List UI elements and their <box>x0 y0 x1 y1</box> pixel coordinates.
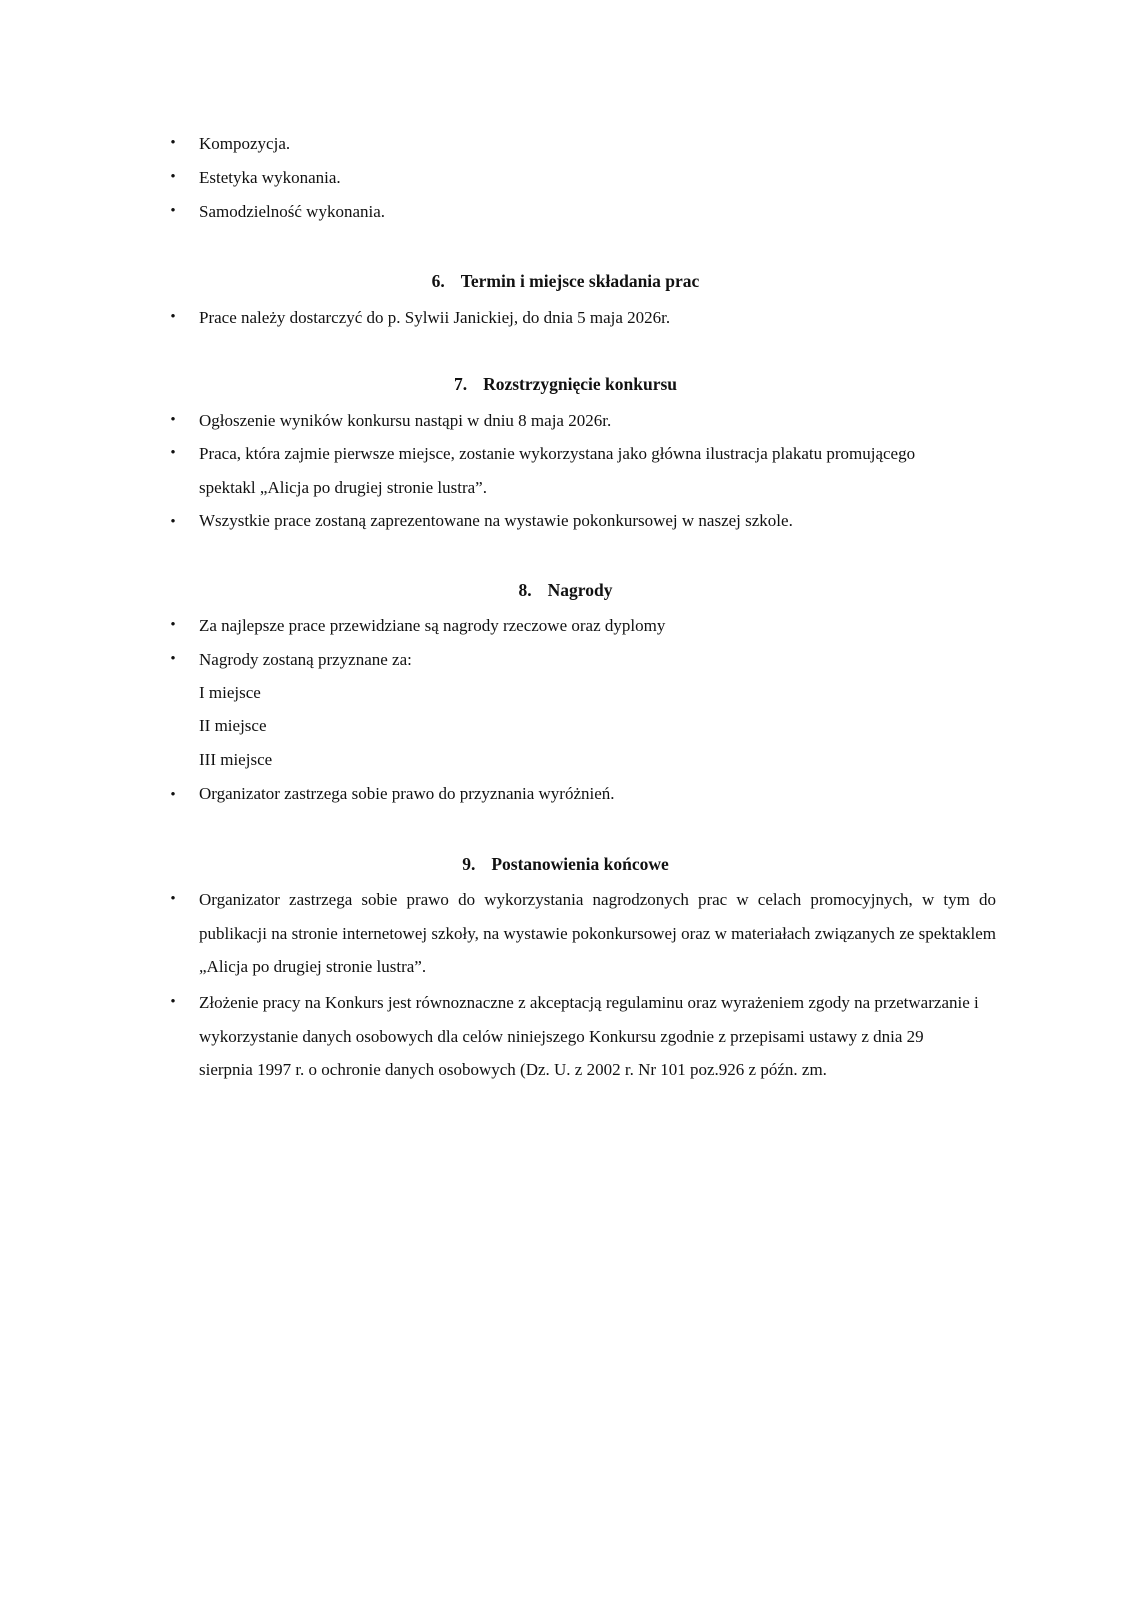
section-heading-7 <box>0 372 1131 396</box>
section-number: 7. <box>453 374 468 394</box>
section-number: 8. <box>518 580 532 600</box>
section-heading-8 <box>0 578 1131 602</box>
bullet-icon: • <box>170 135 176 151</box>
section-number: 9. <box>462 854 476 874</box>
prize-place: II miejsce <box>199 716 267 735</box>
criteria-item: Estetyka wykonania. <box>199 168 341 187</box>
bullet-icon: • <box>170 617 176 633</box>
section-title: Termin i miejsce składania prac <box>460 271 700 291</box>
bullet-icon: • <box>170 309 176 325</box>
list-item: Za najlepsze prace przewidziane są nagrody rzeczowe oraz dyplomy <box>199 616 666 635</box>
list-item: Wszystkie prace zostaną zaprezentowane na wystawie pokonkursowej w naszej szkole. <box>199 511 793 530</box>
list-item: Organizator zastrzega sobie prawo do przyznania wyróżnień. <box>199 784 615 803</box>
section-number: 6. <box>431 271 445 291</box>
bullet-icon: • <box>170 169 176 185</box>
list-item: Praca, która zajmie pierwsze miejsce, zostanie wykorzystana jako główna ilustracja plakatu promującego spektakl „Alicja po drugiej stronie lustra”. <box>199 444 916 497</box>
criteria-item: Samodzielność wykonania. <box>199 202 386 221</box>
section-heading-9 <box>0 852 1131 876</box>
bullet-icon: • <box>170 203 176 219</box>
bullet-icon: • <box>170 445 176 461</box>
bullet-icon: • <box>170 514 176 530</box>
section-title: Nagrody <box>547 580 613 600</box>
bullet-icon: • <box>170 412 176 428</box>
list-item: Ogłoszenie wyników konkursu nastąpi w dniu 8 maja 2026r. <box>199 411 612 430</box>
section-title: Rozstrzygnięcie konkursu <box>483 374 678 394</box>
prize-place: III miejsce <box>199 750 273 769</box>
prize-place: I miejsce <box>199 683 261 702</box>
bullet-icon: • <box>170 787 176 803</box>
list-item: Złożenie pracy na Konkurs jest równoznaczne z akceptacją regulaminu oraz wyrażeniem zgody na przetwarzanie i wykorzystanie danych osobowych dla celów niniejszego Konkursu zgodnie z przepisami ustawy z dnia 29 sierpnia 1997 r. o ochronie danych osobowych (Dz. U. z 2002 r. Nr 101 poz.926 z późn. zm. <box>199 993 979 1080</box>
criteria-item: Kompozycja. <box>199 134 291 153</box>
section-heading-6 <box>0 269 1131 293</box>
list-item: Prace należy dostarczyć do p. Sylwii Janickiej, do dnia 5 maja 2026r. <box>199 308 671 327</box>
bullet-icon: • <box>170 994 176 1010</box>
list-item: Organizator zastrzega sobie prawo do wykorzystania nagrodzonych prac w celach promocyjnych, w tym do publikacji na stronie internetowej szkoły, na wystawie pokonkursowej oraz w materiałach związanych ze spektaklem „Alicja po drugiej stronie lustra”. <box>199 890 996 977</box>
bullet-icon: • <box>170 651 176 667</box>
list-item: Nagrody zostaną przyznane za: <box>199 650 412 669</box>
bullet-icon: • <box>170 891 176 907</box>
section-title: Postanowienia końcowe <box>491 854 669 874</box>
